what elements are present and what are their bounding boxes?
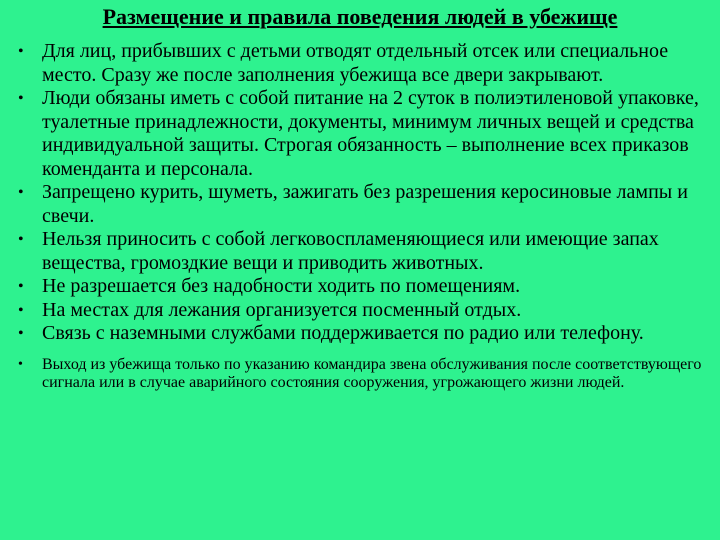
- list-item: [18, 356, 708, 393]
- list-item: [18, 275, 708, 299]
- list-item-text: На местах для лежания организуется посменный отдых.: [42, 298, 522, 321]
- bullet-icon: •: [18, 231, 24, 248]
- bullet-icon: •: [18, 325, 24, 342]
- list-item-text: Для лиц, прибывших с детьми отводят отдельный отсек или специальное место. Сразу же после заполнения убежища все двери закрывают.: [42, 40, 669, 86]
- list-item: [18, 181, 708, 228]
- bullet-icon: •: [18, 301, 24, 319]
- list-item-text: Не разрешается без надобности ходить по помещениям.: [42, 275, 521, 297]
- bullet-icon: •: [18, 184, 24, 201]
- list-item-text: Связь с наземными службами поддерживается по радио или телефону.: [42, 322, 644, 344]
- bullet-icon: •: [18, 43, 24, 60]
- bullet-list: [18, 40, 708, 393]
- bullet-icon: •: [18, 278, 24, 295]
- list-item: [18, 228, 708, 275]
- list-item-text: Люди обязаны иметь с собой питание на 2 суток в полиэтиленовой упаковке, туалетные принадлежности, документы, минимум личных вещей и средства индивидуальной защиты. Строгая обязанность – выполнение всех приказов коменданта и персонала.: [42, 87, 699, 180]
- list-item-text: Запрещено курить, шуметь, зажигать без разрешения керосиновые лампы и свечи.: [42, 181, 688, 227]
- bullet-icon: •: [18, 90, 24, 107]
- list-item-text: Выход из убежища только по указанию командира звена обслуживания после соответствующего сигнала или в случае аварийного состояния сооружения, угрожающего жизни людей.: [42, 355, 702, 391]
- slide-title: Размещение и правила поведения людей в убежище: [102, 4, 618, 29]
- list-item: [18, 40, 708, 87]
- bullet-icon: •: [18, 356, 23, 372]
- list-item-text: Нельзя приносить с собой легковоспламеняющиеся или имеющие запах вещества, громоздкие вещи и приводить животных.: [42, 228, 659, 274]
- list-item: [18, 322, 708, 346]
- list-item: [18, 87, 708, 181]
- list-item: [18, 299, 708, 323]
